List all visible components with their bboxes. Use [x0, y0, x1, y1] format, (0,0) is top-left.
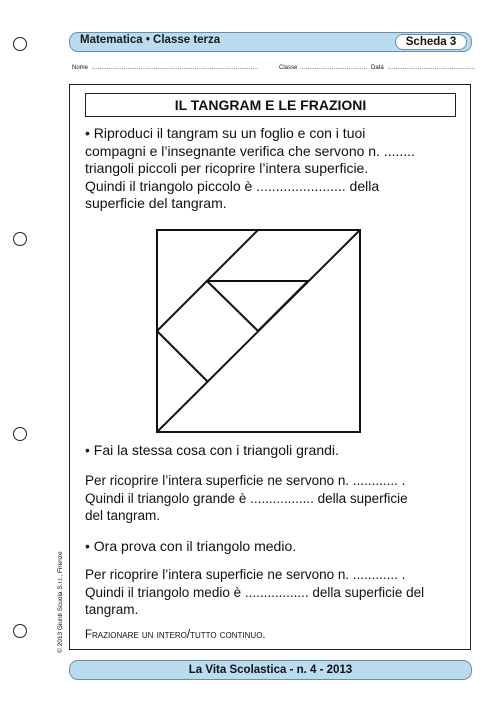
objective-text: Frazionare un intero/tutto continuo. [85, 629, 266, 641]
instruction-paragraph-4 [85, 538, 457, 556]
class-field-label: Classe [279, 65, 298, 71]
text-line: superficie del tangram. [85, 195, 227, 211]
learning-objective [85, 625, 457, 645]
name-field-line[interactable]: ......................................................................................... [92, 65, 259, 71]
binder-hole-4 [13, 624, 27, 638]
sheet-number-badge: Scheda 3 [395, 34, 467, 50]
worksheet-title: IL TANGRAM E LE FRAZIONI [85, 93, 456, 117]
binder-hole-3 [13, 427, 27, 441]
binder-hole-1 [13, 37, 27, 51]
instruction-paragraph-2 [85, 442, 457, 460]
name-field-label: Nome [72, 65, 89, 71]
text-line: Quindi il triangolo medio è ................. della superficie del [85, 584, 425, 600]
subject-label: Matematica • Classe terza [80, 34, 221, 46]
text-line: compagni e l’insegnante verifica che servono n. ........ [85, 142, 415, 159]
binder-hole-2 [13, 232, 27, 246]
instruction-paragraph-5 [85, 566, 457, 619]
text-line: tangram. [85, 602, 139, 617]
tangram-square-edge-2 [157, 331, 207, 381]
instruction-paragraph-1 [85, 125, 457, 213]
text-line: • Fai la stessa cosa con i triangoli grandi. [85, 442, 339, 458]
date-field-label: Data [371, 65, 384, 71]
class-field-line[interactable]: .................................... [300, 65, 368, 71]
instruction-paragraph-3 [85, 472, 457, 525]
text-line: Quindi il triangolo piccolo è ....................... della [85, 177, 380, 194]
header-bar [69, 32, 472, 52]
text-line: Per ricoprire l’intera superficie ne servono n. ............ . [85, 473, 406, 488]
text-line: • Riproduci il tangram su un foglio e con i tuoi [85, 125, 366, 141]
date-field-line[interactable]: ............................................... [388, 65, 476, 71]
text-line: triangoli piccoli per ricoprire l’intera superficie. [85, 160, 369, 176]
text-line: del tangram. [85, 508, 161, 523]
footer-bar: La Vita Scolastica - n. 4 - 2013 [69, 660, 472, 680]
tangram-square-edge-1 [207, 281, 258, 331]
tangram-figure [156, 229, 361, 433]
text-line: Quindi il triangolo grande è ................. della superficie [85, 490, 408, 506]
copyright-notice: © 2013 Giunti Scuola S.r.l., Firenze [57, 551, 64, 653]
text-line: • Ora prova con il triangolo medio. [85, 538, 297, 554]
text-line: Per ricoprire l’intera superficie ne servono n. ............ . [85, 567, 406, 582]
tangram-parallelogram-edge-2 [258, 281, 308, 331]
